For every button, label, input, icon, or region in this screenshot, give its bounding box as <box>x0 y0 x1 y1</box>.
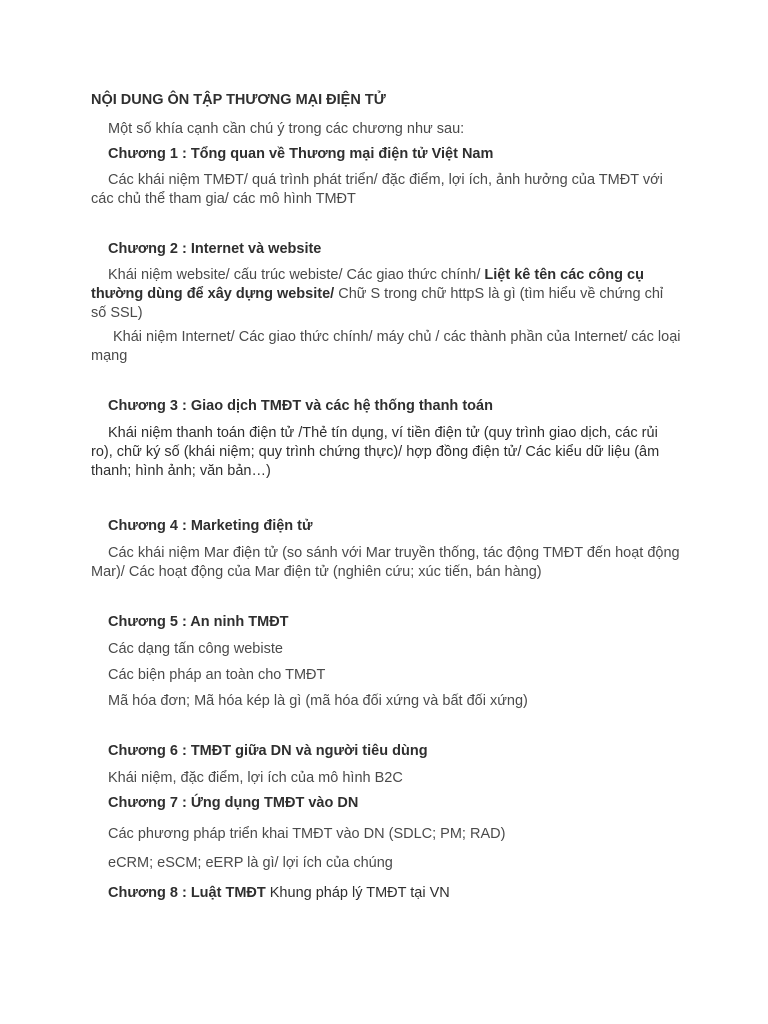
chapter-8-heading: Chương 8 : Luật TMĐT <box>108 885 266 901</box>
chapter-3-heading: Chương 3 : Giao dịch TMĐT và các hệ thống thanh toán <box>108 398 493 414</box>
chapter-1-heading: Chương 1 : Tổng quan về Thương mại điện tử Việt Nam <box>108 146 494 162</box>
chapter-1-paragraph: Các khái niệm TMĐT/ quá trình phát triển/ đặc điểm, lợi ích, ảnh hưởng của TMĐT với các chủ thể tham gia/ các mô hình TMĐT <box>91 172 663 207</box>
chapter-7-item-2: eCRM; eSCM; eERP là gì/ lợi ích của chúng <box>108 855 393 871</box>
intro-text: Một số khía cạnh cần chú ý trong các chương như sau: <box>108 121 465 137</box>
chapter-2-bold-text: Liệt kê tên các công cụ thường dùng để xây dựng website/ <box>91 267 644 302</box>
chapter-6-heading: Chương 6 : TMĐT giữa DN và người tiêu dùng <box>108 743 428 759</box>
chapter-6-item-1: Khái niệm, đặc điểm, lợi ích của mô hình B2C <box>108 770 403 786</box>
chapter-4-paragraph: Các khái niệm Mar điện tử (so sánh với Mar truyền thống, tác động TMĐT đến hoạt động Mar)/ Các hoạt động của Mar điện tử (nghiên cứu; xúc tiến, bán hàng) <box>91 545 680 580</box>
chapter-5-item-2: Các biện pháp an toàn cho TMĐT <box>108 667 326 683</box>
chapter-5-heading: Chương 5 : An ninh TMĐT <box>108 614 289 630</box>
chapter-5-item-1: Các dạng tấn công webiste <box>108 641 283 657</box>
chapter-3-paragraph: Khái niệm thanh toán điện tử /Thẻ tín dụng, ví tiền điện tử (quy trình giao dịch, các rủi ro), chữ ký số (khái niệm; quy trình chứng thực)/ hợp đồng điện tử/ Các kiểu dữ liệu (âm thanh; hình ảnh; văn bản…) <box>91 425 660 479</box>
chapter-8-line <box>108 884 708 903</box>
chapter-2-paragraph-1 <box>91 266 681 323</box>
chapter-8-text: Khung pháp lý TMĐT tại VN <box>265 885 450 901</box>
chapter-2-paragraph-2: Khái niệm Internet/ Các giao thức chính/ máy chủ / các thành phần của Internet/ các loại mạng <box>91 329 681 364</box>
chapter-7-heading: Chương 7 : Ứng dụng TMĐT vào DN <box>108 795 359 811</box>
chapter-2-heading: Chương 2 : Internet và website <box>108 241 322 257</box>
page-title: NỘI DUNG ÔN TẬP THƯƠNG MẠI ĐIỆN TỬ <box>91 92 386 108</box>
chapter-2-text-a: Khái niệm website/ cấu trúc webiste/ Các giao thức chính/ <box>108 267 485 283</box>
chapter-2-text-b: Chữ S trong chữ httpS là gì (tìm hiểu về chứng chỉ số SSL) <box>91 286 664 321</box>
chapter-4-heading: Chương 4 : Marketing điện tử <box>108 518 313 534</box>
chapter-5-item-3: Mã hóa đơn; Mã hóa kép là gì (mã hóa đối xứng và bất đối xứng) <box>108 693 528 709</box>
chapter-7-item-1: Các phương pháp triển khai TMĐT vào DN (SDLC; PM; RAD) <box>108 826 506 842</box>
